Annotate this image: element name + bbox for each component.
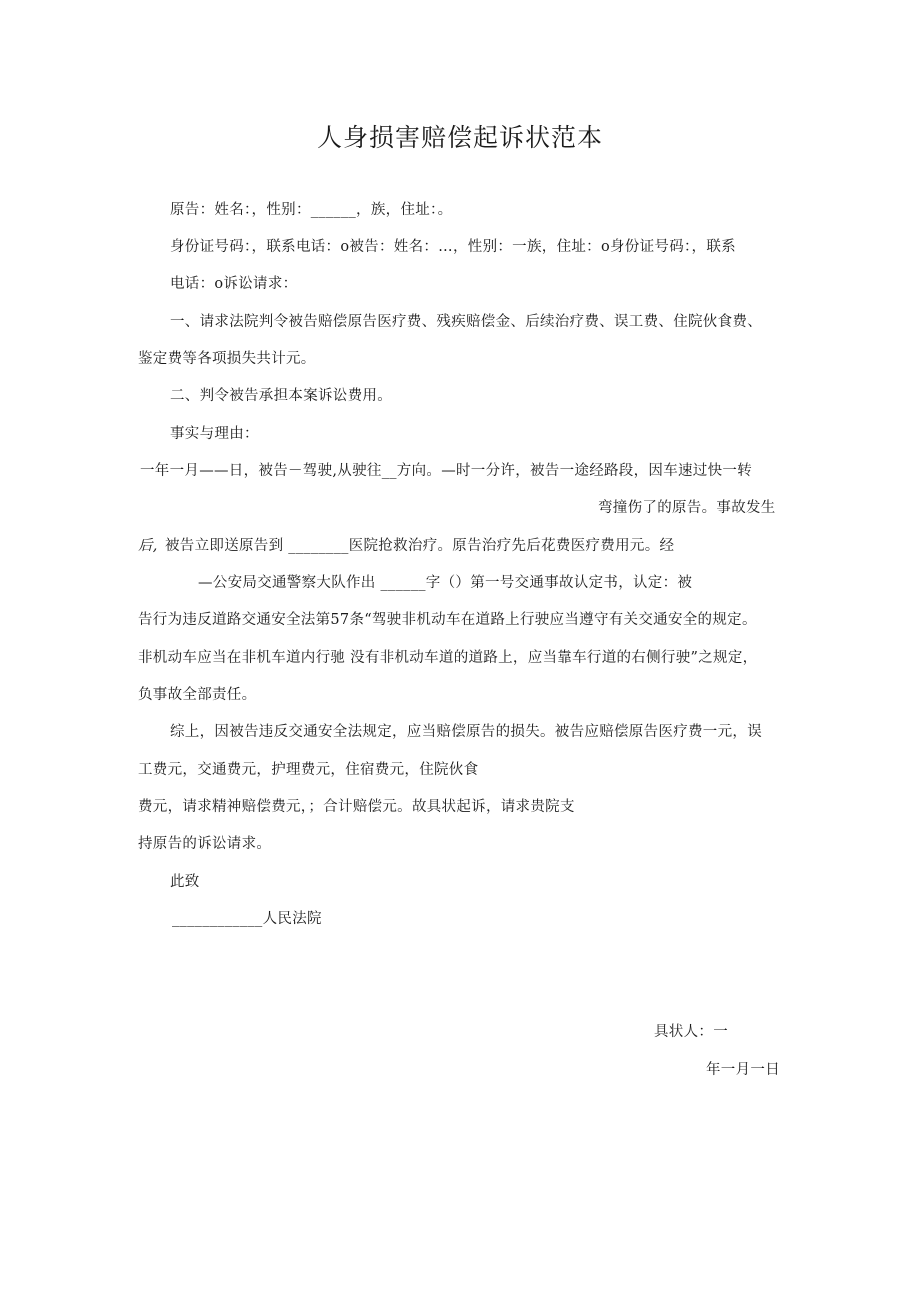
- facts-line-1: 一年一月——日，被告－驾驶,从驶往__方向。—时一分许，被告一途经路段，因车速过快一转: [140, 463, 753, 479]
- summary-line-2: 工费元，交通费元，护理费元，住宿费元，住院伙食: [138, 762, 479, 778]
- date-line: 年一月一日: [706, 1062, 780, 1078]
- plaintiff-info-line: 原告：姓名：，性别：______，族，住址：。: [170, 202, 453, 218]
- facts-line-6: 非机动车应当在非机车道内行驰 没有非机动车道的道路上，应当靠车行道的右侧行驶”之规定，: [138, 650, 758, 666]
- facts-line-3-prefix: 后,: [138, 538, 158, 554]
- id-contact-line: 身份证号码：，联系电话：o被告：姓名：…，性别：一族，住址：o身份证号码：，联系: [170, 239, 736, 255]
- court-name: ____________人民法院: [172, 911, 322, 927]
- facts-line-2: 弯撞伤了的原告。事故发生: [598, 500, 776, 516]
- facts-line-3: 被告立即送原告到 ________医院抢救治疗。原告治疗先后花费医疗费用元。经: [165, 538, 675, 554]
- document-title: 人身损害赔偿起诉状范本: [316, 123, 603, 152]
- summary-line-4: 持原告的诉讼请求。: [138, 836, 272, 852]
- facts-line-7: 负事故全部责任。: [138, 687, 257, 703]
- facts-line-5: 告行为违反道路交通安全法第57条“驾驶非机动车在道路上行驶应当遵守有关交通安全的规定。: [138, 612, 757, 628]
- claim-one-continued: 鉴定费等各项损失共计元。: [138, 351, 316, 367]
- facts-line-4: —公安局交通警察大队作出 ______字（）第一号交通事故认定书，认定：被: [198, 575, 693, 591]
- phone-claims-line: 电话：o诉讼请求：: [170, 276, 298, 292]
- facts-heading: 事实与理由：: [170, 426, 259, 442]
- salutation: 此致: [170, 874, 200, 890]
- claim-two-line: 二、判令被告承担本案诉讼费用。: [170, 388, 392, 404]
- claim-one-line: 一、请求法院判令被告赔偿原告医疗费、残疾赔偿金、后续治疗费、误工费、住院伙食费、: [170, 314, 762, 330]
- summary-line-1: 综上，因被告违反交通安全法规定，应当赔偿原告的损失。被告应赔偿原告医疗费一元，误: [170, 724, 762, 740]
- summary-line-3: 费元，请求精神赔偿费元，；合计赔偿元。故具状起诉，请求贵院支: [138, 799, 575, 815]
- signature-line: 具状人：一: [654, 1024, 728, 1040]
